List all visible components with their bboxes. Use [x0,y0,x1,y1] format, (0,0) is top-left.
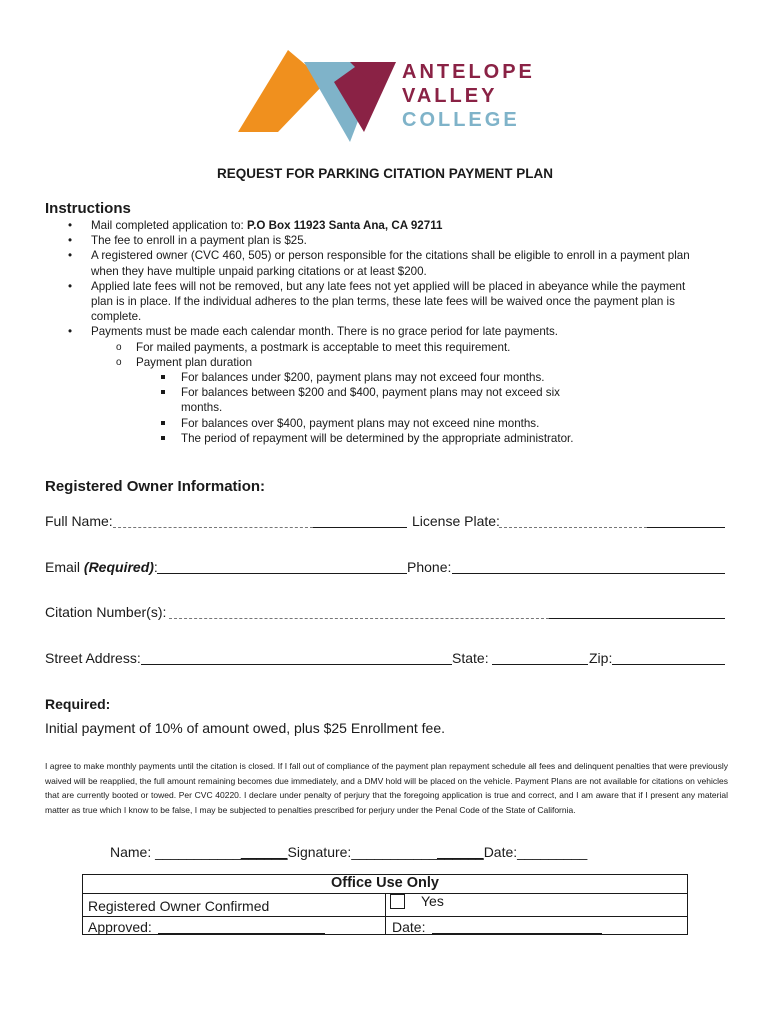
payments-text: Payments must be made each calendar month. There is no grace period for late payments. [91,325,559,339]
logo-line-1: ANTELOPE [402,61,535,83]
signature-row [110,844,587,860]
yes-checkbox[interactable] [390,894,405,909]
state-field[interactable] [492,650,588,665]
form-title: REQUEST FOR PARKING CITATION PAYMENT PLAN [216,166,553,181]
citation-label: Citation Number(s): [45,604,167,620]
duration-item: For balances over $400, payment plans may not exceed nine months. [136,416,576,431]
instruction-payments [60,324,700,446]
owner-info-heading: Registered Owner Information: [45,478,266,495]
college-name [402,60,535,132]
mail-address: P.O Box 11923 Santa Ana, CA 92711 [246,219,443,232]
required-heading: Required: [45,696,111,712]
date-signature-label[interactable]: Date:_________ [483,844,588,860]
duration-text: Payment plan duration [136,355,253,369]
duration-sublist [136,370,576,446]
instruction-mail [60,218,700,233]
license-plate-label: License Plate: [412,513,500,529]
street-label: Street Address: [45,650,141,666]
owner-confirmed-label: Registered Owner Confirmed [88,898,270,914]
email-required: (Required) [83,559,154,575]
office-date-field[interactable] [432,919,602,934]
email-colon: : [153,559,158,575]
full-name-field-a[interactable] [113,513,313,528]
instruction-duration [91,355,700,446]
license-plate-field-b[interactable] [647,513,725,528]
signature-label[interactable]: Signature:___________ [287,844,437,860]
yes-label: Yes [421,893,444,909]
logo-line-2: VALLEY [402,85,498,107]
zip-label: Zip: [589,650,613,666]
approved-field[interactable] [158,919,325,934]
instruction-registered-owner: • A registered owner (CVC 460, 505) or person responsible for the citations shall be eligible to enroll in a payment plan when they have multiple unpaid parking citations or at least $200. [60,248,700,278]
signature-tail[interactable]: ______ [436,844,484,860]
required-text: Initial payment of 10% of amount owed, plus $25 Enrollment fee. [45,720,446,736]
instructions-list [60,218,700,446]
duration-item: The period of repayment will be determined by the appropriate administrator. [136,431,576,446]
email-label [45,558,158,576]
full-name-label: Full Name: [45,513,113,529]
payments-sublist [91,340,700,446]
zip-field[interactable] [612,650,725,665]
duration-item: For balances between $200 and $400, payment plans may not exceed six months. [136,385,576,415]
instructions-heading: Instructions [45,200,131,217]
office-use-title: Office Use Only [331,875,439,891]
logo-line-3: COLLEGE [402,109,520,131]
instruction-postmark: o For mailed payments, a postmark is acceptable to meet this requirement. [91,340,700,355]
license-plate-field-a[interactable] [499,513,647,528]
full-name-field-b[interactable] [313,513,407,528]
email-field[interactable] [157,559,407,574]
duration-item: For balances under $200, payment plans may not exceed four months. [136,370,576,385]
mail-prefix: Mail completed application to: [91,219,247,232]
citation-field-b[interactable] [549,604,725,619]
name-signature-tail[interactable]: ______ [240,844,288,860]
name-signature-label[interactable]: Name: ___________ [110,844,241,860]
street-field[interactable] [141,650,452,665]
phone-field[interactable] [452,559,725,574]
approved-label: Approved: [88,919,152,935]
office-date-label: Date: [392,919,426,935]
instruction-late-fees: • Applied late fees will not be removed, but any late fees not yet applied will be placed in abeyance while the payment plan is in place. If the individual adheres to the plan terms, these late fees will be waived once the payment plan is complete. [60,279,700,325]
phone-label: Phone: [407,559,452,575]
instruction-fee: • The fee to enroll in a payment plan is $25. [60,233,700,248]
agreement-text: I agree to make monthly payments until the citation is closed. If I fall out of compliance of the payment plan repayment schedule all fees and delinquent penalties that were previously waived will be reapplied, the full amount remaining becomes due immediately, and a DMV hold will be placed on the vehicle. Payment Plans are not available for citations on vehicles that are currently booted or towed. Per CVC 40220. I declare under penalty of perjury that the foregoing application is true and correct, and I am aware that if I present any material matter as true which I know to be false, I may be subjected to penalties prescribed for perjury under the Penal Code of the State of California. [45,761,728,815]
email-label-text: Email [45,559,84,575]
citation-field-a[interactable] [169,604,549,619]
state-label: State: [452,650,489,666]
office-col-divider [385,893,386,935]
